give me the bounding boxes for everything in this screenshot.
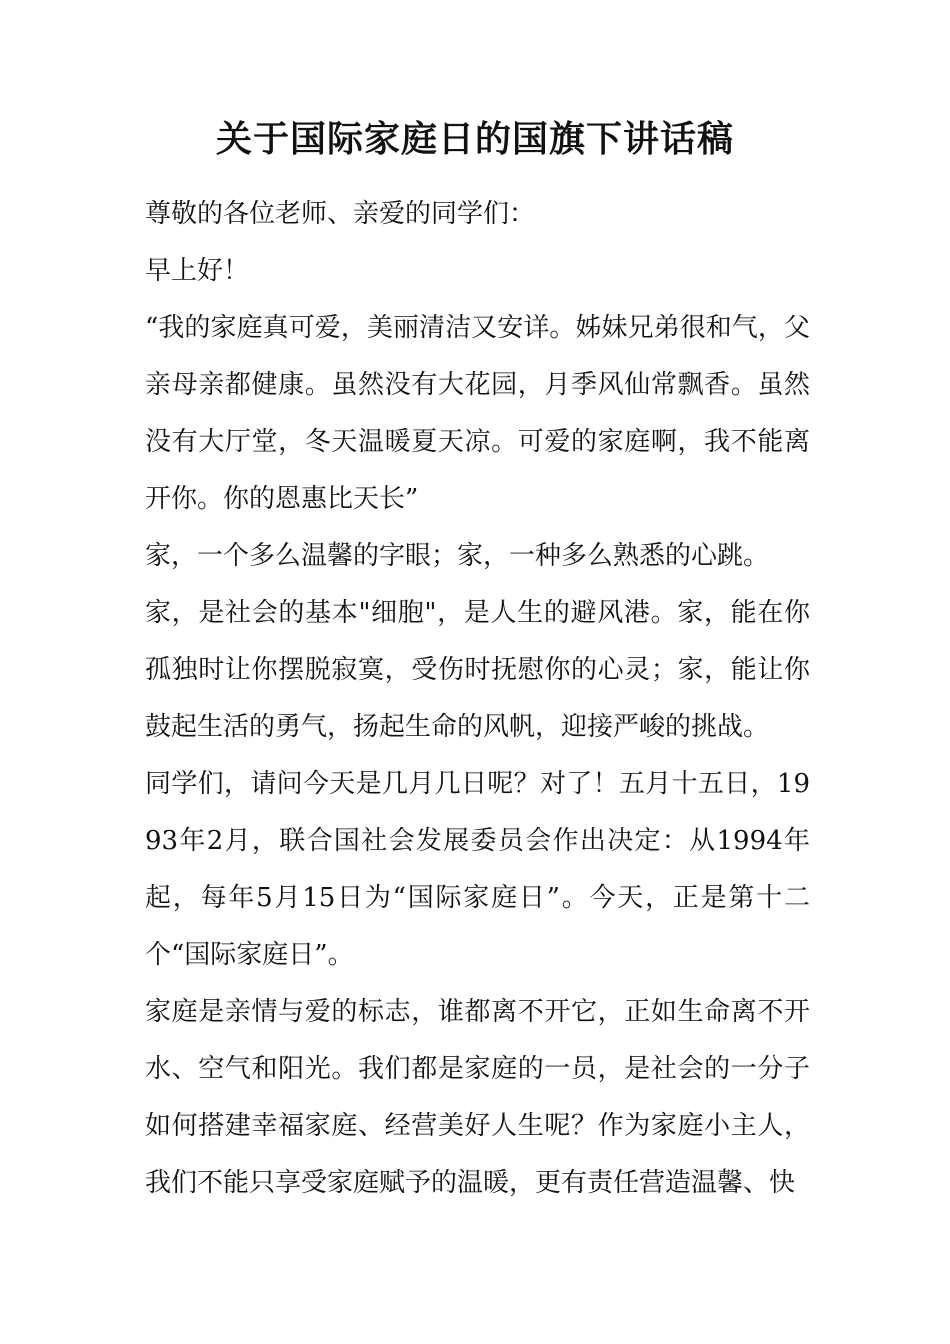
document-body: [145, 186, 810, 1212]
song-lyrics-paragraph: “我的家庭真可爱，美丽清洁又安详。姊妹兄弟很和气，父亲母亲都健康。虽然没有大花园，月季风仙常飘香。虽然没有大厅堂，冬天温暖夏天凉。可爱的家庭啊，我不能离开你。你的恩惠比天长”: [145, 313, 810, 514]
family-day-history-paragraph: 同学们，请问今天是几月几日呢？对了！五月十五日，1993年2月，联合国社会发展委员会作出决定：从1994年起，每年5月15日为“国际家庭日”。今天，正是第十二个“国际家庭日”。: [145, 769, 810, 970]
morning-greeting-paragraph: 早上好！: [145, 256, 250, 286]
family-responsibility-paragraph: 家庭是亲情与爱的标志，谁都离不开它，正如生命离不开水、空气和阳光。我们都是家庭的一员，是社会的一分子如何搭建幸福家庭、经营美好人生呢？作为家庭小主人，我们不能只享受家庭赋予的温暖，更有责任营造温馨、快: [145, 997, 810, 1198]
greeting-paragraph: 尊敬的各位老师、亲爱的同学们：: [145, 199, 536, 229]
document-title: 关于国际家庭日的国旗下讲话稿: [215, 119, 734, 160]
home-role-paragraph: 家，是社会的基本"细胞"，是人生的避风港。家，能在你孤独时让你摆脱寂寞，受伤时抚慰你的心灵；家，能让你鼓起生活的勇气，扬起生命的风帆，迎接严峻的挑战。: [145, 598, 810, 742]
home-definition-paragraph: 家，一个多么温馨的字眼；家，一种多么熟悉的心跳。: [145, 541, 770, 571]
